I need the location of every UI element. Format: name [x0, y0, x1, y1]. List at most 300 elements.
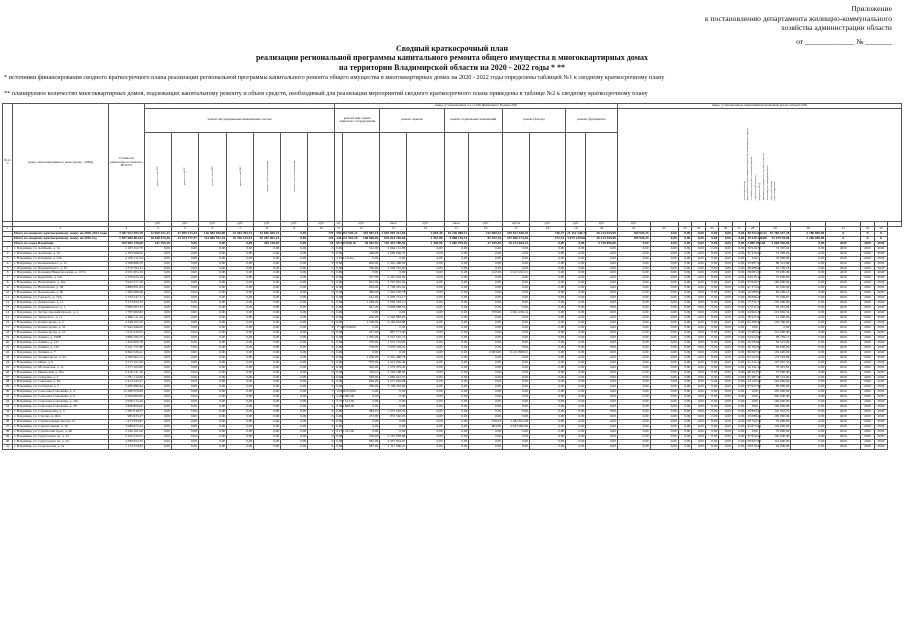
table-row-cell: 2 064 131,88: [380, 246, 407, 251]
table-row-cell: 0,00: [692, 271, 706, 276]
table-row-cell: 3 370 784,13: [108, 266, 144, 271]
summary-row-cell: 1 597 080 863,52: [108, 236, 144, 241]
vcol-cell-3: [198, 132, 226, 221]
table-row-cell: 0,00: [791, 281, 826, 286]
table-row-cell: 0,00: [791, 444, 826, 449]
table-row-cell: 0,00: [227, 271, 254, 276]
table-row-cell: 35 887,30: [747, 260, 761, 265]
table-row-cell: 2020: [861, 281, 875, 286]
table-row-cell: 0,00: [144, 330, 171, 335]
summary-row-cell: 114 680 767,44: [198, 236, 226, 241]
table-row-cell: 0,00: [678, 345, 692, 350]
table-row-cell: г. Владимир, ул. Соколова-Соколенка, д. 10а: [13, 400, 109, 405]
table-row-cell: г. Владимир, ул. Завадского, д. 11: [13, 316, 109, 321]
table-row-cell: 0,00: [336, 384, 343, 389]
table-row-cell: 0,00: [586, 439, 618, 444]
table-row-cell: 0,00: [254, 291, 281, 296]
table-row-cell: 0,00: [469, 306, 503, 311]
table-row-cell: 0,00: [281, 291, 308, 296]
table-row-cell: 0: [308, 276, 335, 281]
table-row-cell: 0,00: [678, 429, 692, 434]
table-row-cell: 0,00: [444, 444, 469, 449]
table-row-cell: 736,00: [343, 434, 380, 439]
table-row-cell: 0,00: [732, 301, 746, 306]
table-row-cell: 0,00: [566, 415, 586, 420]
table-row-cell: 0: [308, 340, 335, 345]
table-row-cell: 0,00: [530, 330, 566, 335]
table-row-cell: 0,00: [650, 365, 678, 370]
table-row-cell: 0,00: [469, 286, 503, 291]
table-row-cell: 0,00: [732, 434, 746, 439]
table-row-cell: 0,00: [719, 425, 733, 430]
table-row-cell: 0,00: [617, 296, 650, 301]
summary-row-cell: 0,00: [692, 236, 706, 241]
table-row-cell: 0,00: [678, 444, 692, 449]
table-row-cell: 2020: [826, 375, 861, 380]
table-row-cell: 0,00: [719, 385, 733, 390]
table-row-cell: 0,00: [254, 261, 281, 266]
table-row-cell: 0,00: [732, 330, 746, 335]
table-row-cell: 0,00: [281, 301, 308, 306]
column-number-row-cell: 8: [254, 226, 281, 231]
table-row-cell: 2020: [861, 271, 875, 276]
table-row-cell: 0,00: [227, 444, 254, 449]
table-row-cell: 0,00: [444, 325, 469, 330]
table-row-cell: 0,00: [343, 390, 380, 395]
table-row-cell: 0,00: [144, 345, 171, 350]
table-row-cell: 0,00: [198, 355, 226, 360]
table-row-cell: 0,00: [566, 365, 586, 370]
table-row-cell: 0,00: [705, 355, 719, 360]
table-row-cell: 0,00: [254, 325, 281, 330]
table-row-cell: 0,00: [692, 266, 706, 271]
table-row-cell: 0,00: [617, 345, 650, 350]
table-row-cell: 0,00: [444, 420, 469, 425]
table-row-cell: 0,00: [171, 434, 198, 439]
table-row-cell: 0,00: [281, 395, 308, 400]
table-row-cell: 0,00: [650, 350, 678, 355]
table-row-cell: 2020: [861, 380, 875, 385]
table-row-cell: 107 867,36: [759, 360, 791, 365]
table-row-cell: 0,00: [650, 266, 678, 271]
table-row-cell: 0,00: [791, 340, 826, 345]
table-row-cell: 0: [308, 355, 335, 360]
table-row-cell: 0,00: [444, 345, 469, 350]
summary-row-cell: 0,00: [719, 241, 733, 246]
table-row-cell: 0,00: [227, 425, 254, 430]
vcol-4: ремонт сетей ХВС: [238, 166, 242, 186]
table-row-cell: 3 573 161,00: [108, 360, 144, 365]
table-row-cell: 99 759,17: [759, 335, 791, 340]
table-row-cell: 0,00: [705, 350, 719, 355]
table-row-cell: 0,00: [198, 266, 226, 271]
table-row-cell: 3 808 088,53: [380, 306, 407, 311]
table-row-cell: 0,00: [407, 390, 444, 395]
table-row-cell: 0,00: [281, 286, 308, 291]
table-row-cell: 0,00: [198, 434, 226, 439]
column-number-row-cell: 30: [791, 226, 826, 231]
table-row-cell: 0,00: [692, 370, 706, 375]
table-row-cell: 76 491,81: [759, 365, 791, 370]
table-row-cell: 0,00: [586, 246, 618, 251]
column-number-row-cell: 14: [407, 226, 444, 231]
table-row-cell: 0,00: [444, 306, 469, 311]
summary-row-cell: 2 286 000,00: [791, 236, 826, 241]
table-row-cell: 0,00: [407, 301, 444, 306]
appendix-line-1: к постановлению департамента жилищно-коммунального: [704, 13, 892, 23]
table-row-cell: 0,00: [719, 405, 733, 410]
table-row-cell: 0,00: [530, 271, 566, 276]
table-row-cell: 0,00: [336, 344, 343, 349]
table-row-cell: 0,00: [650, 261, 678, 266]
table-row-cell: 0,00: [732, 251, 746, 256]
table-row-cell: 1: [308, 256, 335, 261]
table-row-cell: г. Владимир, ул. Батурина, д. 33в: [13, 256, 109, 261]
table-row-cell: 0,00: [227, 316, 254, 321]
table-row-cell: 0,00: [144, 425, 171, 430]
table-row-cell: 0,00: [791, 365, 826, 370]
table-row-cell: 0,00: [566, 246, 586, 251]
table-row-cell: 0,00: [407, 335, 444, 340]
table-row-cell: 0,00: [144, 380, 171, 385]
table-row-cell: 0,00: [171, 380, 198, 385]
table-row-cell: 0,00: [692, 256, 706, 261]
table-row-cell: 0,00: [617, 261, 650, 266]
table-row-cell: 0,00: [407, 420, 444, 425]
table-row-cell: 0,00: [281, 325, 308, 330]
footnote-1: * источники финансирования сводного краткосрочного плана реализации региональной программы капитального ремонта общего имущества в многоквартирных домах на 2020 - 2022 годы определены таблицей №1 к сводному краткосрочному плану: [4, 74, 665, 81]
summary-row-cell: 2020: [874, 241, 888, 246]
table-row-cell: 0,00: [281, 425, 308, 430]
table-row-cell: 1 406 408,46: [108, 291, 144, 296]
table-row-cell: 0,00: [444, 395, 469, 400]
table-row-cell: 0,00: [503, 444, 530, 449]
summary-row-cell: 10 648 515,26: [144, 236, 171, 241]
table-row-cell: 0,00: [144, 266, 171, 271]
table-row-cell: г. Владимир, ул. Северная, д. 62: [13, 380, 109, 385]
summary-row-cell: 0,00: [617, 241, 650, 246]
table-row-cell: 0,00: [617, 365, 650, 370]
table-row-cell: 0,00: [281, 276, 308, 281]
table-row-cell: 0,00: [503, 321, 530, 326]
table-row-cell: 0,00: [732, 316, 746, 321]
table-row-cell: 2020: [826, 330, 861, 335]
table-row-cell: 0,00: [705, 380, 719, 385]
vcol-8: переустройство невентилируемой крыши на вентилируемую крышу: [746, 127, 750, 201]
table-row-cell: 0,00: [227, 345, 254, 350]
table-row-cell: 0,00: [503, 405, 530, 410]
table-row-cell: 2020: [861, 370, 875, 375]
table-row-cell: 237,00: [343, 330, 380, 335]
table-row-cell: 2020: [826, 251, 861, 256]
table-row-cell: 102 000,00: [759, 425, 791, 430]
table-row-cell: 0,00: [732, 395, 746, 400]
table-row-cell: г. Владимир, ул. Лакина, д. 199В: [13, 335, 109, 340]
table-row-cell: 0,00: [617, 330, 650, 335]
table-row-cell: 0,00: [343, 395, 380, 400]
table-row-cell: 1 450 900,78: [108, 340, 144, 345]
unit-cell: руб.: [308, 221, 335, 226]
table-row-cell: 1 117 960,22: [380, 444, 407, 449]
table-row-cell: 0,00: [530, 370, 566, 375]
table-row-cell: 0,00: [530, 380, 566, 385]
table-row-cell: 0,00: [692, 400, 706, 405]
table-row-cell: 0,00: [444, 360, 469, 365]
table-row-cell: 0,00: [171, 296, 198, 301]
unit-cell: руб.: [566, 221, 586, 226]
table-row-cell: 0,00: [227, 410, 254, 415]
table-row-cell: 0,00: [281, 370, 308, 375]
table-row-cell: 0,00: [617, 444, 650, 449]
table-row-cell: 0,00: [171, 429, 198, 434]
table-row-cell: г. Владимир, ул. Строительный проезд, 52: [13, 420, 109, 425]
header-group-b-columns: [617, 108, 901, 221]
table-row-cell: 952,00: [343, 281, 380, 286]
table-row-cell: 0,00: [566, 261, 586, 266]
table-row-cell: 0,00: [617, 415, 650, 420]
summary-row-cell: 0,00: [719, 231, 733, 236]
table-row-cell: г. Владимир, ул. Никитская, д. 16а: [13, 370, 109, 375]
table-row-cell: 0,00: [336, 364, 343, 369]
table-row-cell: 0,00: [617, 301, 650, 306]
header-number: № п/п: [3, 104, 13, 222]
table-row-cell: 0,00: [336, 334, 343, 339]
table-row-cell: 2020: [861, 335, 875, 340]
column-number-row-cell: 9: [281, 226, 308, 231]
summary-row-cell: 109 926,25: [617, 231, 650, 236]
table-row-cell: 0,00: [444, 251, 469, 256]
table-row-cell: 114 000,00: [759, 439, 791, 444]
table-row-cell: 0,00: [144, 296, 171, 301]
table-row-cell: 0,00: [705, 246, 719, 251]
table-row-cell: 0,00: [566, 355, 586, 360]
table-row-cell: 0,00: [678, 301, 692, 306]
table-row-cell: г. Владимир, ул. Безыменского, д. 19: [13, 266, 109, 271]
table-row-cell: 0,00: [678, 286, 692, 291]
column-number-row-cell: 33: [874, 226, 888, 231]
table-row-cell: 0,00: [336, 265, 343, 270]
table-row-cell: 4 780 822,35: [108, 439, 144, 444]
table-row-cell: 0,00: [503, 380, 530, 385]
table-row-cell: 2020: [874, 296, 888, 301]
table-row-cell: 0,00: [503, 281, 530, 286]
table-row-cell: 0,00: [732, 400, 746, 405]
table-row-cell: 2020: [826, 380, 861, 385]
table-row-cell: 0,00: [746, 395, 760, 400]
table-row-cell: 0,00: [566, 271, 586, 276]
table-row-cell: 0,00: [444, 400, 469, 405]
table-row-cell: 2 183 586,00: [108, 251, 144, 256]
table-row-cell: 0,00: [343, 405, 380, 410]
summary-row-cell: 12 969 521,32: [144, 231, 171, 236]
table-row-cell: 0,00: [705, 365, 719, 370]
table-row-cell: 0,00: [254, 434, 281, 439]
column-number-row-cell: 15: [444, 226, 469, 231]
table-row-cell: 0,00: [650, 256, 678, 261]
table-row-cell: 0,00: [692, 325, 706, 330]
table-row-cell: 0: [308, 321, 335, 326]
table-row-cell: 0,00: [617, 395, 650, 400]
table-row-cell: 0,00: [705, 286, 719, 291]
table-row-cell: 2020: [874, 400, 888, 405]
table-row-cell: 0,00: [586, 425, 618, 430]
table-row-cell: 0,00: [281, 360, 308, 365]
table-row-cell: 0,00: [171, 325, 198, 330]
table-row-cell: 0,00: [469, 405, 503, 410]
table-row-cell: 52 912,66: [747, 334, 761, 339]
table-row-cell: 2020: [874, 390, 888, 395]
table-row-cell: 0,00: [692, 296, 706, 301]
table-row-cell: 0,00: [227, 395, 254, 400]
table-row-cell: 0,00: [198, 375, 226, 380]
vcol-15: Срок завершения: [773, 181, 777, 201]
table-row-cell: 0,00: [678, 400, 692, 405]
table-row-cell: 0,00: [281, 385, 308, 390]
table-row-cell: 0,00: [336, 295, 343, 300]
table-row-cell: 0,00: [586, 345, 618, 350]
table-row-cell: 0,00: [281, 405, 308, 410]
column-number-row-cell: 27: [732, 226, 746, 231]
table-row-cell: 0,00: [566, 291, 586, 296]
table-row-cell: г. Владимир, ул. Лакина, д. 145: [13, 345, 109, 350]
table-row-cell: 0,00: [650, 276, 678, 281]
table-row-cell: 0,00: [503, 301, 530, 306]
column-number-row-cell: 2: [13, 226, 109, 231]
table-row-cell: 0,00: [719, 400, 733, 405]
table-row-cell: 0,00: [586, 256, 618, 261]
table-row-cell: 0,00: [407, 360, 444, 365]
table-row-cell: 2020: [874, 429, 888, 434]
table-row-cell: 0,00: [144, 444, 171, 449]
column-number-row-cell: 11: [335, 226, 343, 231]
table-row-cell: 0,00: [407, 306, 444, 311]
table-row-cell: 2020: [874, 410, 888, 415]
table-row-cell: 70 000,00: [759, 429, 791, 434]
table-row-cell: 2 376 625,19: [108, 276, 144, 281]
table-row-cell: 0,00: [678, 296, 692, 301]
table-row-cell: 0,00: [336, 310, 343, 315]
table-row-cell: 0,00: [469, 330, 503, 335]
table-row-cell: 0,00: [678, 330, 692, 335]
table-row-cell: г. Владимир, ул. Ленина пр-кт, д. 34: [13, 355, 109, 360]
table-row-cell: 0,00: [503, 434, 530, 439]
summary-row-cell: 43 846 506,73: [254, 231, 281, 236]
table-row-cell: 2020: [874, 385, 888, 390]
table-row-cell: 2 240 161,00: [108, 429, 144, 434]
table-row-cell: 0,00: [650, 444, 678, 449]
table-row-cell: 0,00: [281, 311, 308, 316]
unit-cell: руб.: [617, 221, 650, 226]
table-row-cell: 0,00: [336, 409, 343, 414]
table-row-cell: 2020: [861, 246, 875, 251]
table-row-cell: 0,00: [586, 311, 618, 316]
table-row-cell: 0,00: [254, 316, 281, 321]
table-row-cell: 0,00: [444, 405, 469, 410]
table-row-cell: 1 248,20: [343, 301, 380, 306]
table-row-cell: 0,00: [227, 375, 254, 380]
table-row-cell: 0,00: [566, 444, 586, 449]
table-row-cell: 0,00: [198, 330, 226, 335]
table-row-cell: 0,00: [617, 429, 650, 434]
table-row-cell: 2020: [826, 385, 861, 390]
table-row-cell: 0,00: [227, 256, 254, 261]
table-row-cell: 0,00: [336, 290, 343, 295]
title-line-1: Сводный краткосрочный план: [395, 44, 509, 53]
table-row-cell: 0,00: [254, 345, 281, 350]
table-row-cell: 4 390 806,00: [336, 404, 355, 409]
table-row-cell: 2 277 092,88: [380, 380, 407, 385]
table-row-cell: 2020: [861, 375, 875, 380]
table-row-cell: 0,00: [407, 311, 444, 316]
table-row-cell: 0,00: [719, 330, 733, 335]
table-row-cell: 26: [3, 370, 13, 375]
summary-row-cell: 0,00: [650, 241, 678, 246]
table-row-cell: 0,00: [254, 444, 281, 449]
table-row-cell: 2 540 883,63: [380, 316, 407, 321]
table-row-cell: 0,00: [444, 439, 469, 444]
table-row-cell: г. Владимир, ул. Девическая, д. 11: [13, 301, 109, 306]
table-row-cell: 0,00: [566, 286, 586, 291]
vcol-10: строительный контроль: [754, 175, 758, 201]
table-row-cell: 0,00: [692, 311, 706, 316]
table-row-cell: 0,00: [503, 400, 530, 405]
table-row-cell: 2020: [826, 360, 861, 365]
table-row-cell: 0: [308, 286, 335, 291]
table-row-cell: 0,00: [678, 390, 692, 395]
vcol-cell-blank-6: [444, 132, 469, 221]
table-row-cell: 0,00: [586, 390, 618, 395]
table-row-cell: 0,00: [705, 316, 719, 321]
table-row-cell: 0,00: [503, 306, 530, 311]
table-row-cell: 0,00: [469, 321, 503, 326]
table-row-cell: 0,00: [719, 266, 733, 271]
table-row-cell: 0,00: [530, 261, 566, 266]
column-number-row-cell: 32: [861, 226, 875, 231]
table-row-cell: 0,00: [380, 395, 407, 400]
table-row-cell: 0,00: [171, 420, 198, 425]
table-row-cell: 0,00: [171, 345, 198, 350]
table-row-cell: 2 031 601,34: [108, 271, 144, 276]
table-row-cell: 3: [3, 256, 13, 261]
table-row-cell: 80 000,00: [759, 385, 791, 390]
table-row-cell: 0,00: [732, 296, 746, 301]
table-row-cell: 0,00: [719, 444, 733, 449]
table-row-cell: г. Владимир, ул. Судогодское ш., д. 25: [13, 439, 109, 444]
table-row-cell: 0: [308, 415, 335, 420]
table-row-cell: 0,00: [503, 429, 530, 434]
vcol-cell-blank-4: [380, 132, 407, 221]
table-row-cell: 2020: [826, 325, 861, 330]
table-row-cell: 0,00: [732, 380, 746, 385]
table-row-cell: 0,00: [336, 339, 343, 344]
table-row-cell: г. Владимир, ул. Студенческая, д. 3: [13, 410, 109, 415]
table-row-cell: 0,00: [791, 380, 826, 385]
table-row-cell: 2020: [826, 390, 861, 395]
table-row-cell: 0,00: [530, 316, 566, 321]
table-row-cell: 0,00: [732, 429, 746, 434]
table-row-cell: 62 398,47: [747, 320, 761, 325]
table-row-cell: 0,00: [791, 415, 826, 420]
table-row-cell: 0,00: [566, 400, 586, 405]
table-row-cell: 0,00: [617, 380, 650, 385]
column-number-row-cell: 10: [308, 226, 335, 231]
table-row-cell: 3 527 510,72: [380, 335, 407, 340]
table-row-cell: 0,00: [732, 261, 746, 266]
table-row-cell: 2020: [826, 415, 861, 420]
table-row-cell: 0,00: [617, 335, 650, 340]
table-row-cell: 2020: [874, 340, 888, 345]
table-row-cell: 0,00: [617, 400, 650, 405]
